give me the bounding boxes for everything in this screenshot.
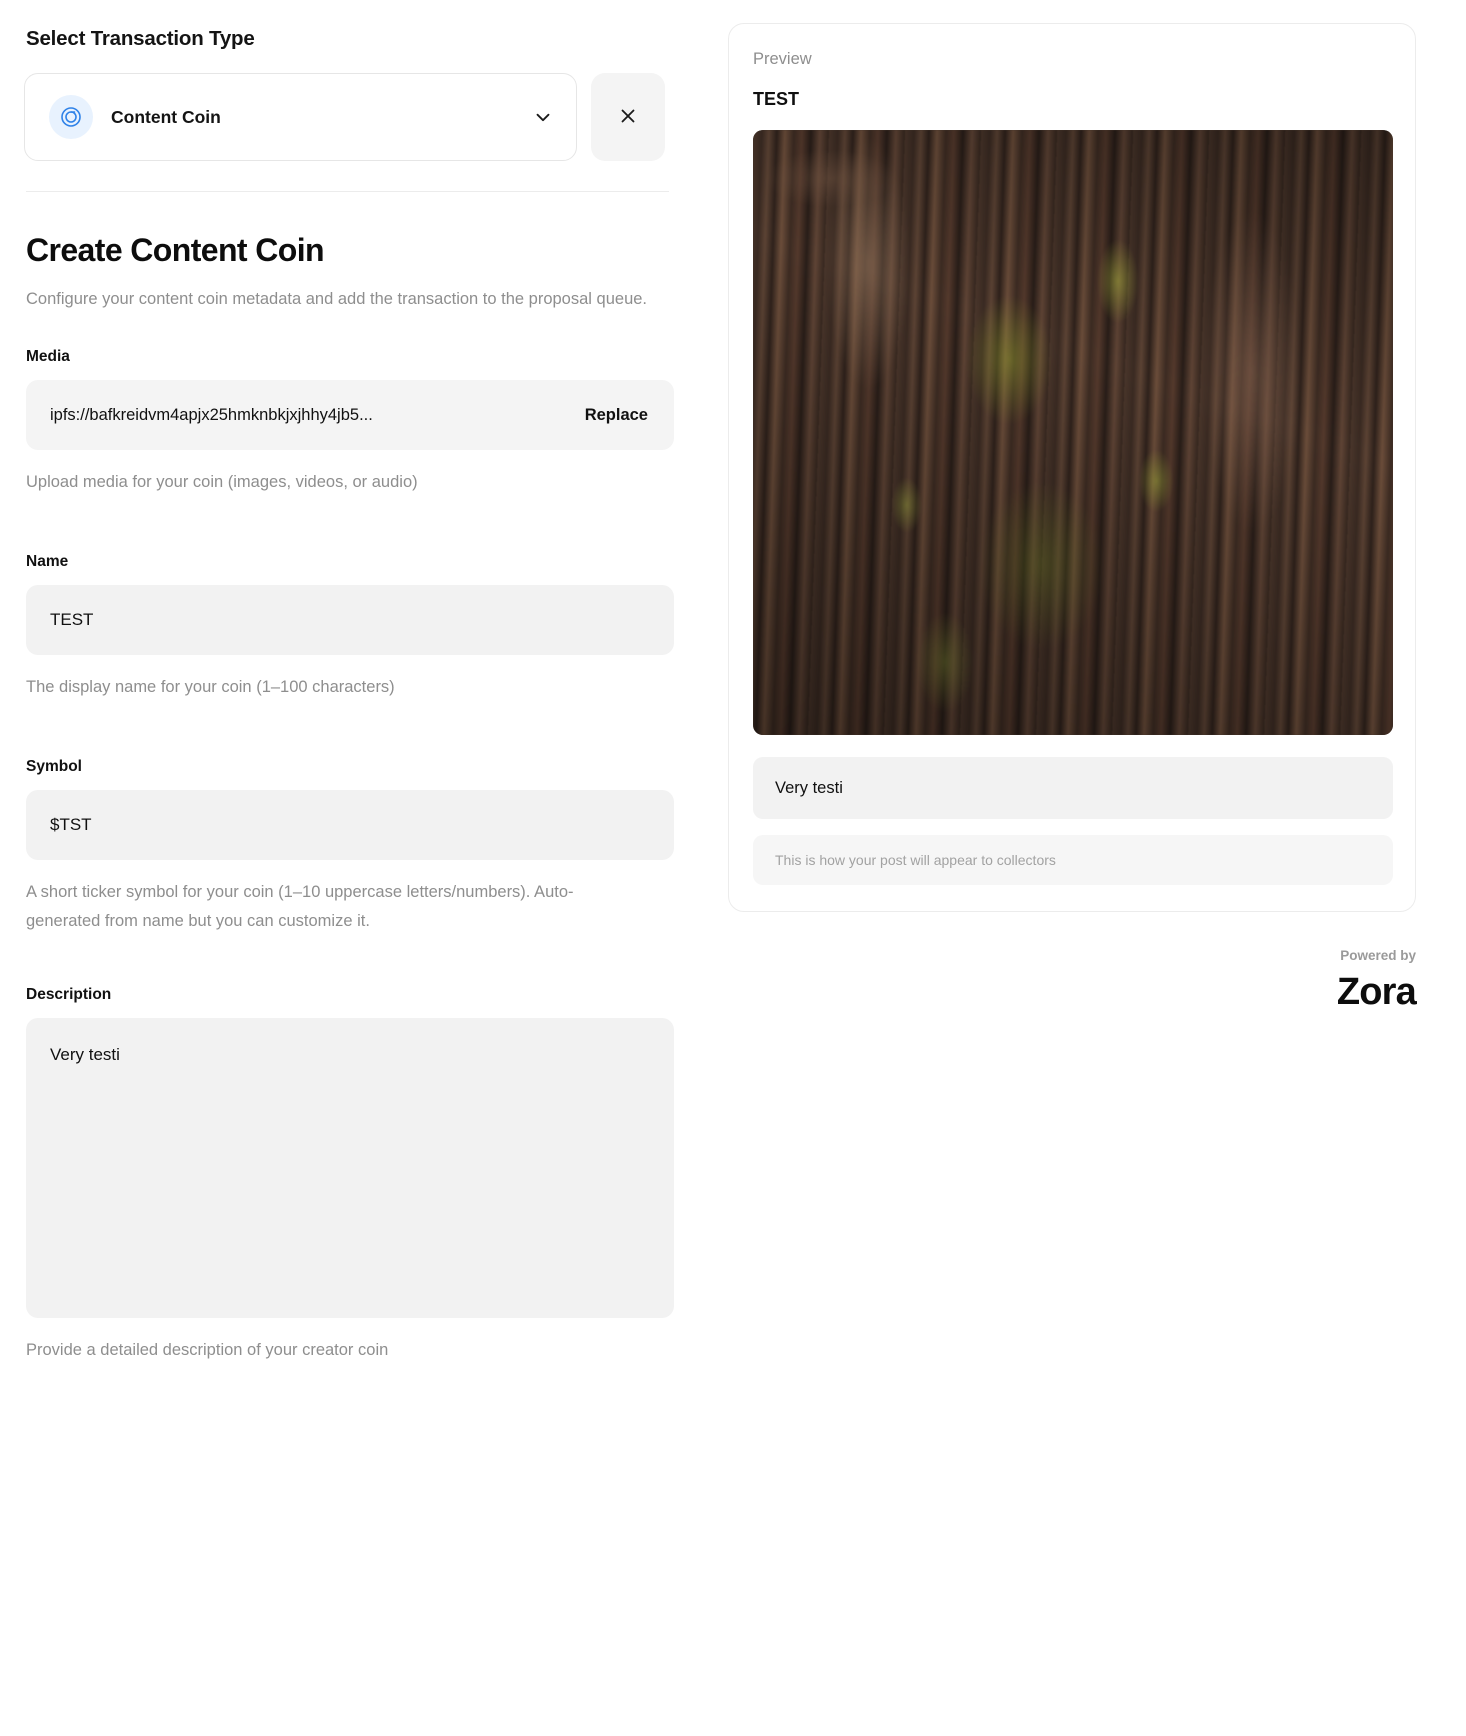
section-title: Select Transaction Type [26, 27, 255, 50]
description-label: Description [26, 985, 112, 1003]
preview-note: This is how your post will appear to collectors [753, 835, 1393, 885]
preview-card [728, 23, 1416, 912]
preview-description: Very testi [753, 757, 1393, 819]
symbol-hint: A short ticker symbol for your coin (1–10 uppercase letters/numbers). Auto-generated from name but you can customize it. [26, 883, 574, 930]
page-subtitle: Configure your content coin metadata and add the transaction to the proposal queue. [26, 290, 648, 308]
preview-media [753, 130, 1393, 735]
preview-column [728, 20, 1418, 1736]
brand-name: Zora [1336, 971, 1416, 1013]
media-label: Media [26, 348, 70, 366]
powered-by-block [728, 948, 1416, 1014]
coin-icon [49, 95, 93, 139]
description-hint: Provide a detailed description of your creator coin [26, 1340, 389, 1359]
symbol-label: Symbol [26, 758, 82, 776]
media-uri-value: ipfs://bafkreidvm4apjx25hmknbkjxjhhy4jb5... [50, 405, 373, 424]
replace-media-button[interactable]: Replace [584, 405, 648, 424]
form-column [24, 20, 684, 1736]
media-hint: Upload media for your coin (images, videos, or audio) [26, 473, 418, 492]
transaction-type-select[interactable] [24, 73, 577, 161]
tree-bark-image [753, 130, 1393, 735]
preview-title: TEST [753, 89, 800, 109]
name-input[interactable] [26, 585, 674, 655]
powered-by-label: Powered by [1340, 948, 1416, 963]
close-icon [617, 105, 639, 130]
name-label: Name [26, 553, 69, 571]
symbol-input[interactable] [26, 790, 674, 860]
divider [26, 191, 669, 192]
preview-label: Preview [753, 50, 812, 68]
clear-transaction-type-button[interactable] [591, 73, 665, 161]
chevron-down-icon [532, 106, 554, 128]
transaction-type-row [24, 73, 684, 161]
name-hint: The display name for your coin (1–100 characters) [26, 678, 395, 697]
page-title: Create Content Coin [26, 232, 324, 268]
description-textarea[interactable] [26, 1018, 674, 1318]
media-field[interactable] [26, 380, 674, 450]
transaction-type-label: Content Coin [111, 106, 221, 127]
